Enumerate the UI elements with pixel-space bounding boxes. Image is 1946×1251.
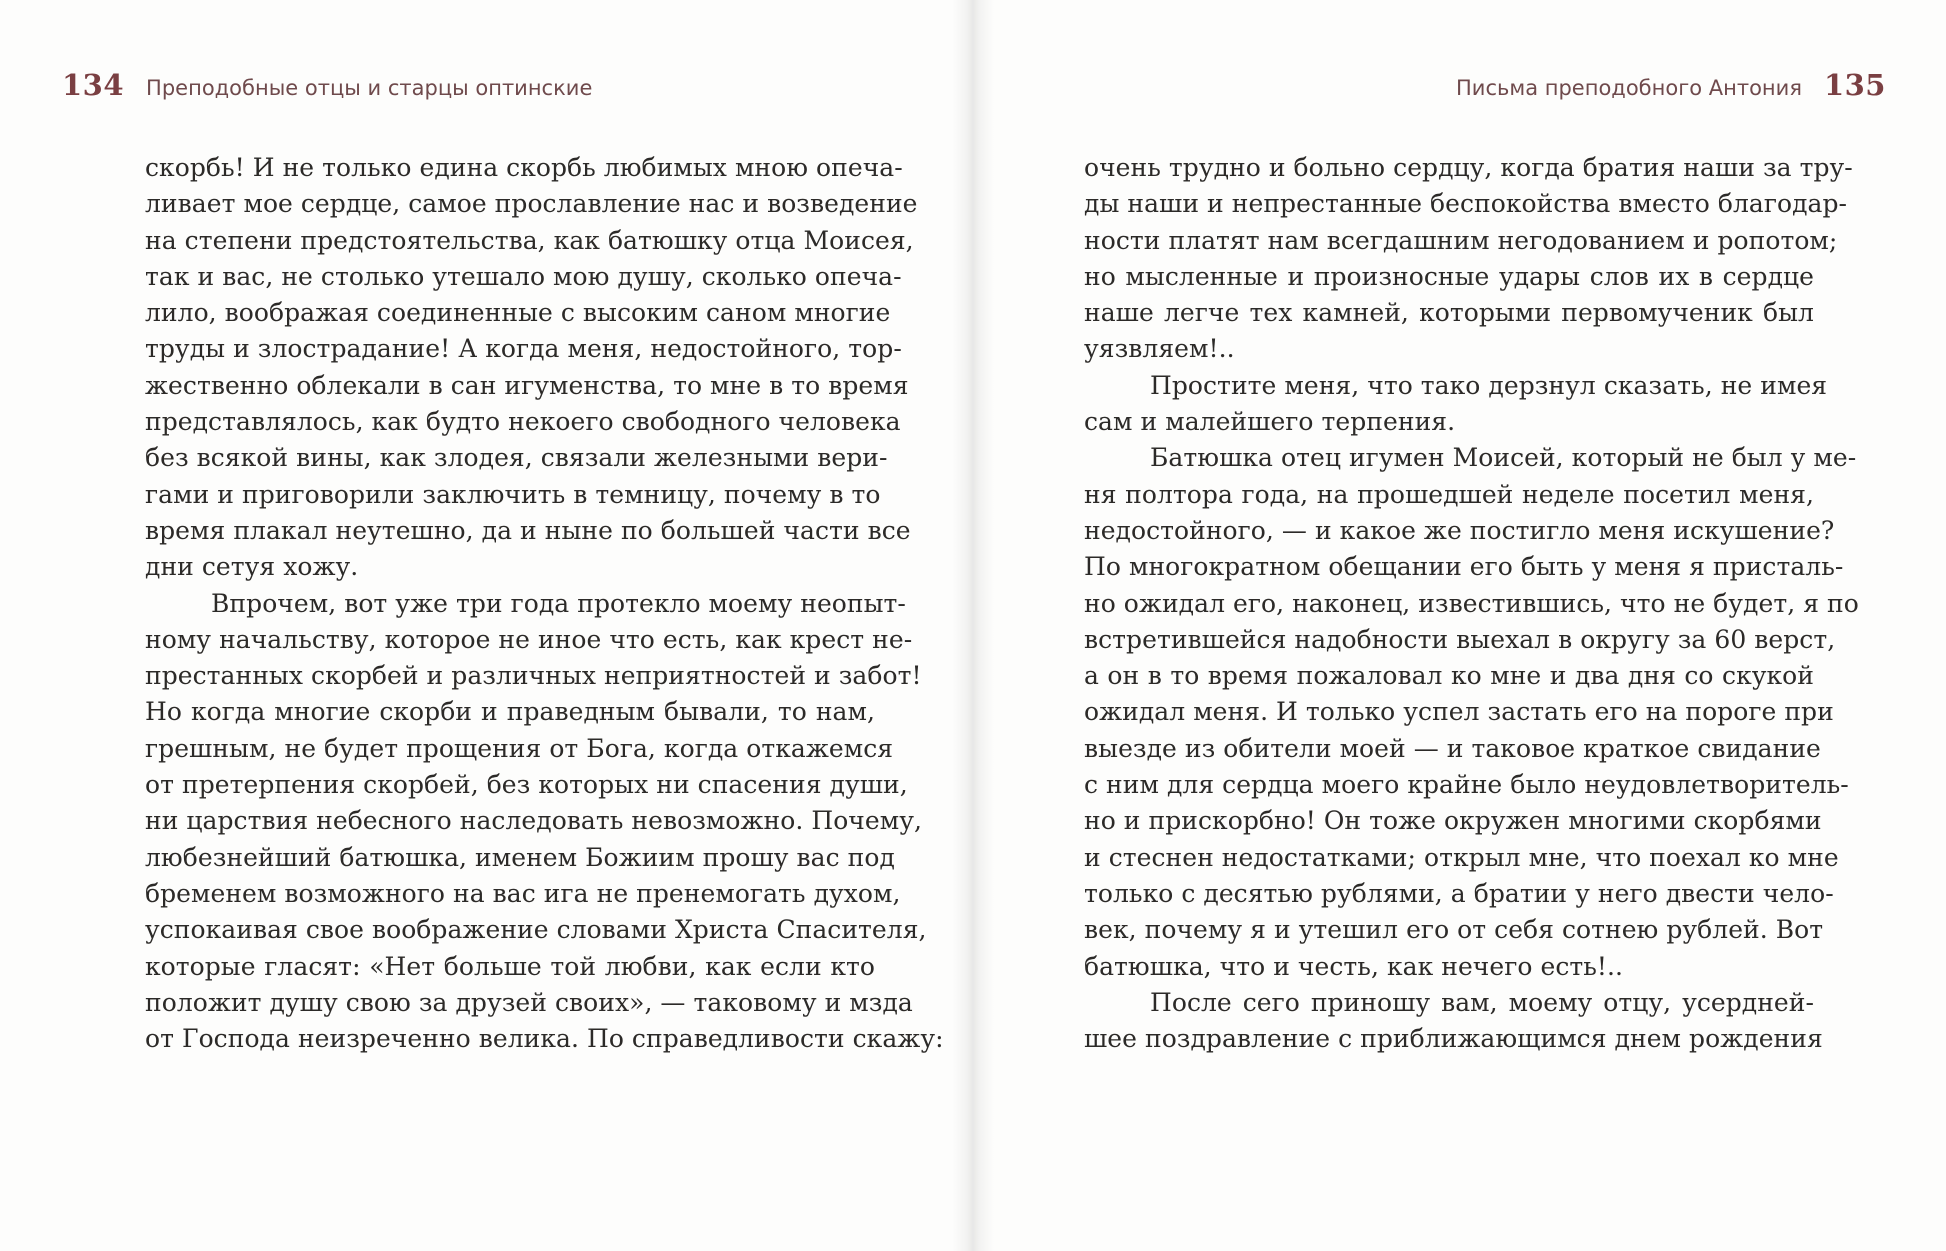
left-page-body: [145, 150, 944, 1057]
text-line: Впрочем, вот уже три года протекло моему неопыт-: [211, 588, 906, 618]
running-title: Письма преподобного Антония: [1456, 76, 1802, 100]
text-line: шее поздравление с приближающимся днем рождения: [1084, 1024, 1823, 1054]
text-line: но ожидал его, наконец, известившись, что не будет, я по: [1084, 588, 1859, 618]
text-line: лило, воображая соединенные с высоким саном многие: [145, 298, 891, 328]
text-line: ному начальству, которое не иное что есть, как крест не-: [145, 624, 913, 654]
text-line: очень трудно и больно сердцу, когда братия наши за тру-: [1084, 153, 1853, 182]
running-title: Преподобные отцы и старцы оптинские: [146, 76, 593, 100]
page-number: 135: [1823, 68, 1886, 102]
right-page-body: [1084, 150, 1859, 1057]
text-line: без всякой вины, как злодея, связали железными вери-: [145, 443, 888, 473]
text-line: труды и злострадание! А когда меня, недостойного, тор-: [145, 334, 902, 364]
text-line: но мысленные и произносные удары слов их в сердце: [1084, 261, 1814, 291]
right-page-header: [1456, 68, 1886, 102]
text-line: сам и малейшего терпения.: [1084, 407, 1456, 437]
text-line: Батюшка отец игумен Моисей, который не был у ме-: [1150, 443, 1857, 473]
text-line: время плакал неутешно, да и ныне по большей части все: [145, 515, 911, 545]
text-line: век, почему я и утешил его от себя сотнею рублей. Вот: [1084, 915, 1824, 945]
text-line: ня полтора года, на прошедшей неделе посетил меня,: [1084, 479, 1814, 509]
text-line: на степени предстоятельства, как батюшку отца Моисея,: [145, 225, 914, 255]
text-line: выезде из обители моей — и таковое краткое свидание: [1084, 733, 1821, 763]
text-line: с ним для сердца моего крайне было неудовлетворитель-: [1084, 770, 1849, 800]
text-line: гами и приговорили заключить в темницу, почему в то: [145, 479, 881, 509]
text-line: ни царствия небесного наследовать невозможно. Почему,: [145, 806, 922, 836]
text-line: которые гласят: «Нет больше той любви, как если кто: [145, 951, 875, 981]
text-line: дни сетуя хожу.: [145, 552, 359, 582]
text-line: недостойного, — и какое же постигло меня искушение?: [1084, 515, 1835, 545]
text-line: любезнейший батюшка, именем Божиим прошу вас под: [145, 842, 895, 872]
text-line: от Господа неизреченно велика. По справедливости скажу:: [145, 1024, 944, 1054]
right-page: [974, 0, 1946, 1251]
text-line: скорбь! И не только едина скорбь любимых мною опеча-: [145, 153, 903, 182]
text-line: ожидал меня. И только успел застать его на пороге при: [1084, 697, 1834, 727]
text-line: только с десятью рублями, а братии у него двести чело-: [1084, 878, 1834, 908]
text-line: Но когда многие скорби и праведным бывали, то нам,: [145, 697, 875, 727]
left-page-header: [62, 68, 592, 102]
page-number: 134: [62, 68, 125, 102]
text-line: а он в то время пожаловал ко мне и два дня со скукой: [1084, 661, 1814, 691]
text-line: Простите меня, что тако дерзнул сказать, не имея: [1150, 370, 1828, 400]
text-line: По многократном обещании его быть у меня я присталь-: [1084, 552, 1844, 582]
text-line: но и прискорбно! Он тоже окружен многими скорбями: [1084, 806, 1822, 836]
text-line: положит душу свою за друзей своих», — таковому и мзда: [145, 987, 913, 1017]
left-page: [0, 0, 972, 1251]
text-line: представлялось, как будто некоего свободного человека: [145, 407, 901, 437]
text-line: успокаивая свое воображение словами Христа Спасителя,: [145, 915, 927, 945]
text-line: от претерпения скорбей, без которых ни спасения души,: [145, 770, 908, 800]
text-line: престанных скорбей и различных неприятностей и забот!: [145, 661, 922, 691]
text-line: встретившейся надобности выехал в округу за 60 верст,: [1084, 624, 1836, 654]
text-line: и стеснен недостатками; открыл мне, что поехал ко мне: [1084, 842, 1839, 872]
text-line: ливает мое сердце, самое прославление нас и возведение: [145, 189, 918, 219]
text-line: грешным, не будет прощения от Бога, когда откажемся: [145, 733, 894, 763]
text-line: уязвляем!..: [1084, 334, 1235, 364]
text-line: жественно облекали в сан игуменства, то мне в то время: [145, 370, 909, 400]
text-line: бременем возможного на вас ига не пренемогать духом,: [145, 878, 901, 908]
text-line: так и вас, не столько утешало мою душу, сколько опеча-: [145, 261, 902, 291]
text-line: батюшка, что и честь, как нечего есть!..: [1084, 951, 1623, 981]
text-line: После сего приношу вам, моему отцу, усердней-: [1150, 987, 1814, 1017]
text-line: ды наши и непрестанные беспокойства вместо благодар-: [1084, 189, 1848, 219]
text-line: наше легче тех камней, которыми первомученик был: [1084, 298, 1814, 328]
text-line: ности платят нам всегдашним негодованием и ропотом;: [1084, 225, 1838, 255]
